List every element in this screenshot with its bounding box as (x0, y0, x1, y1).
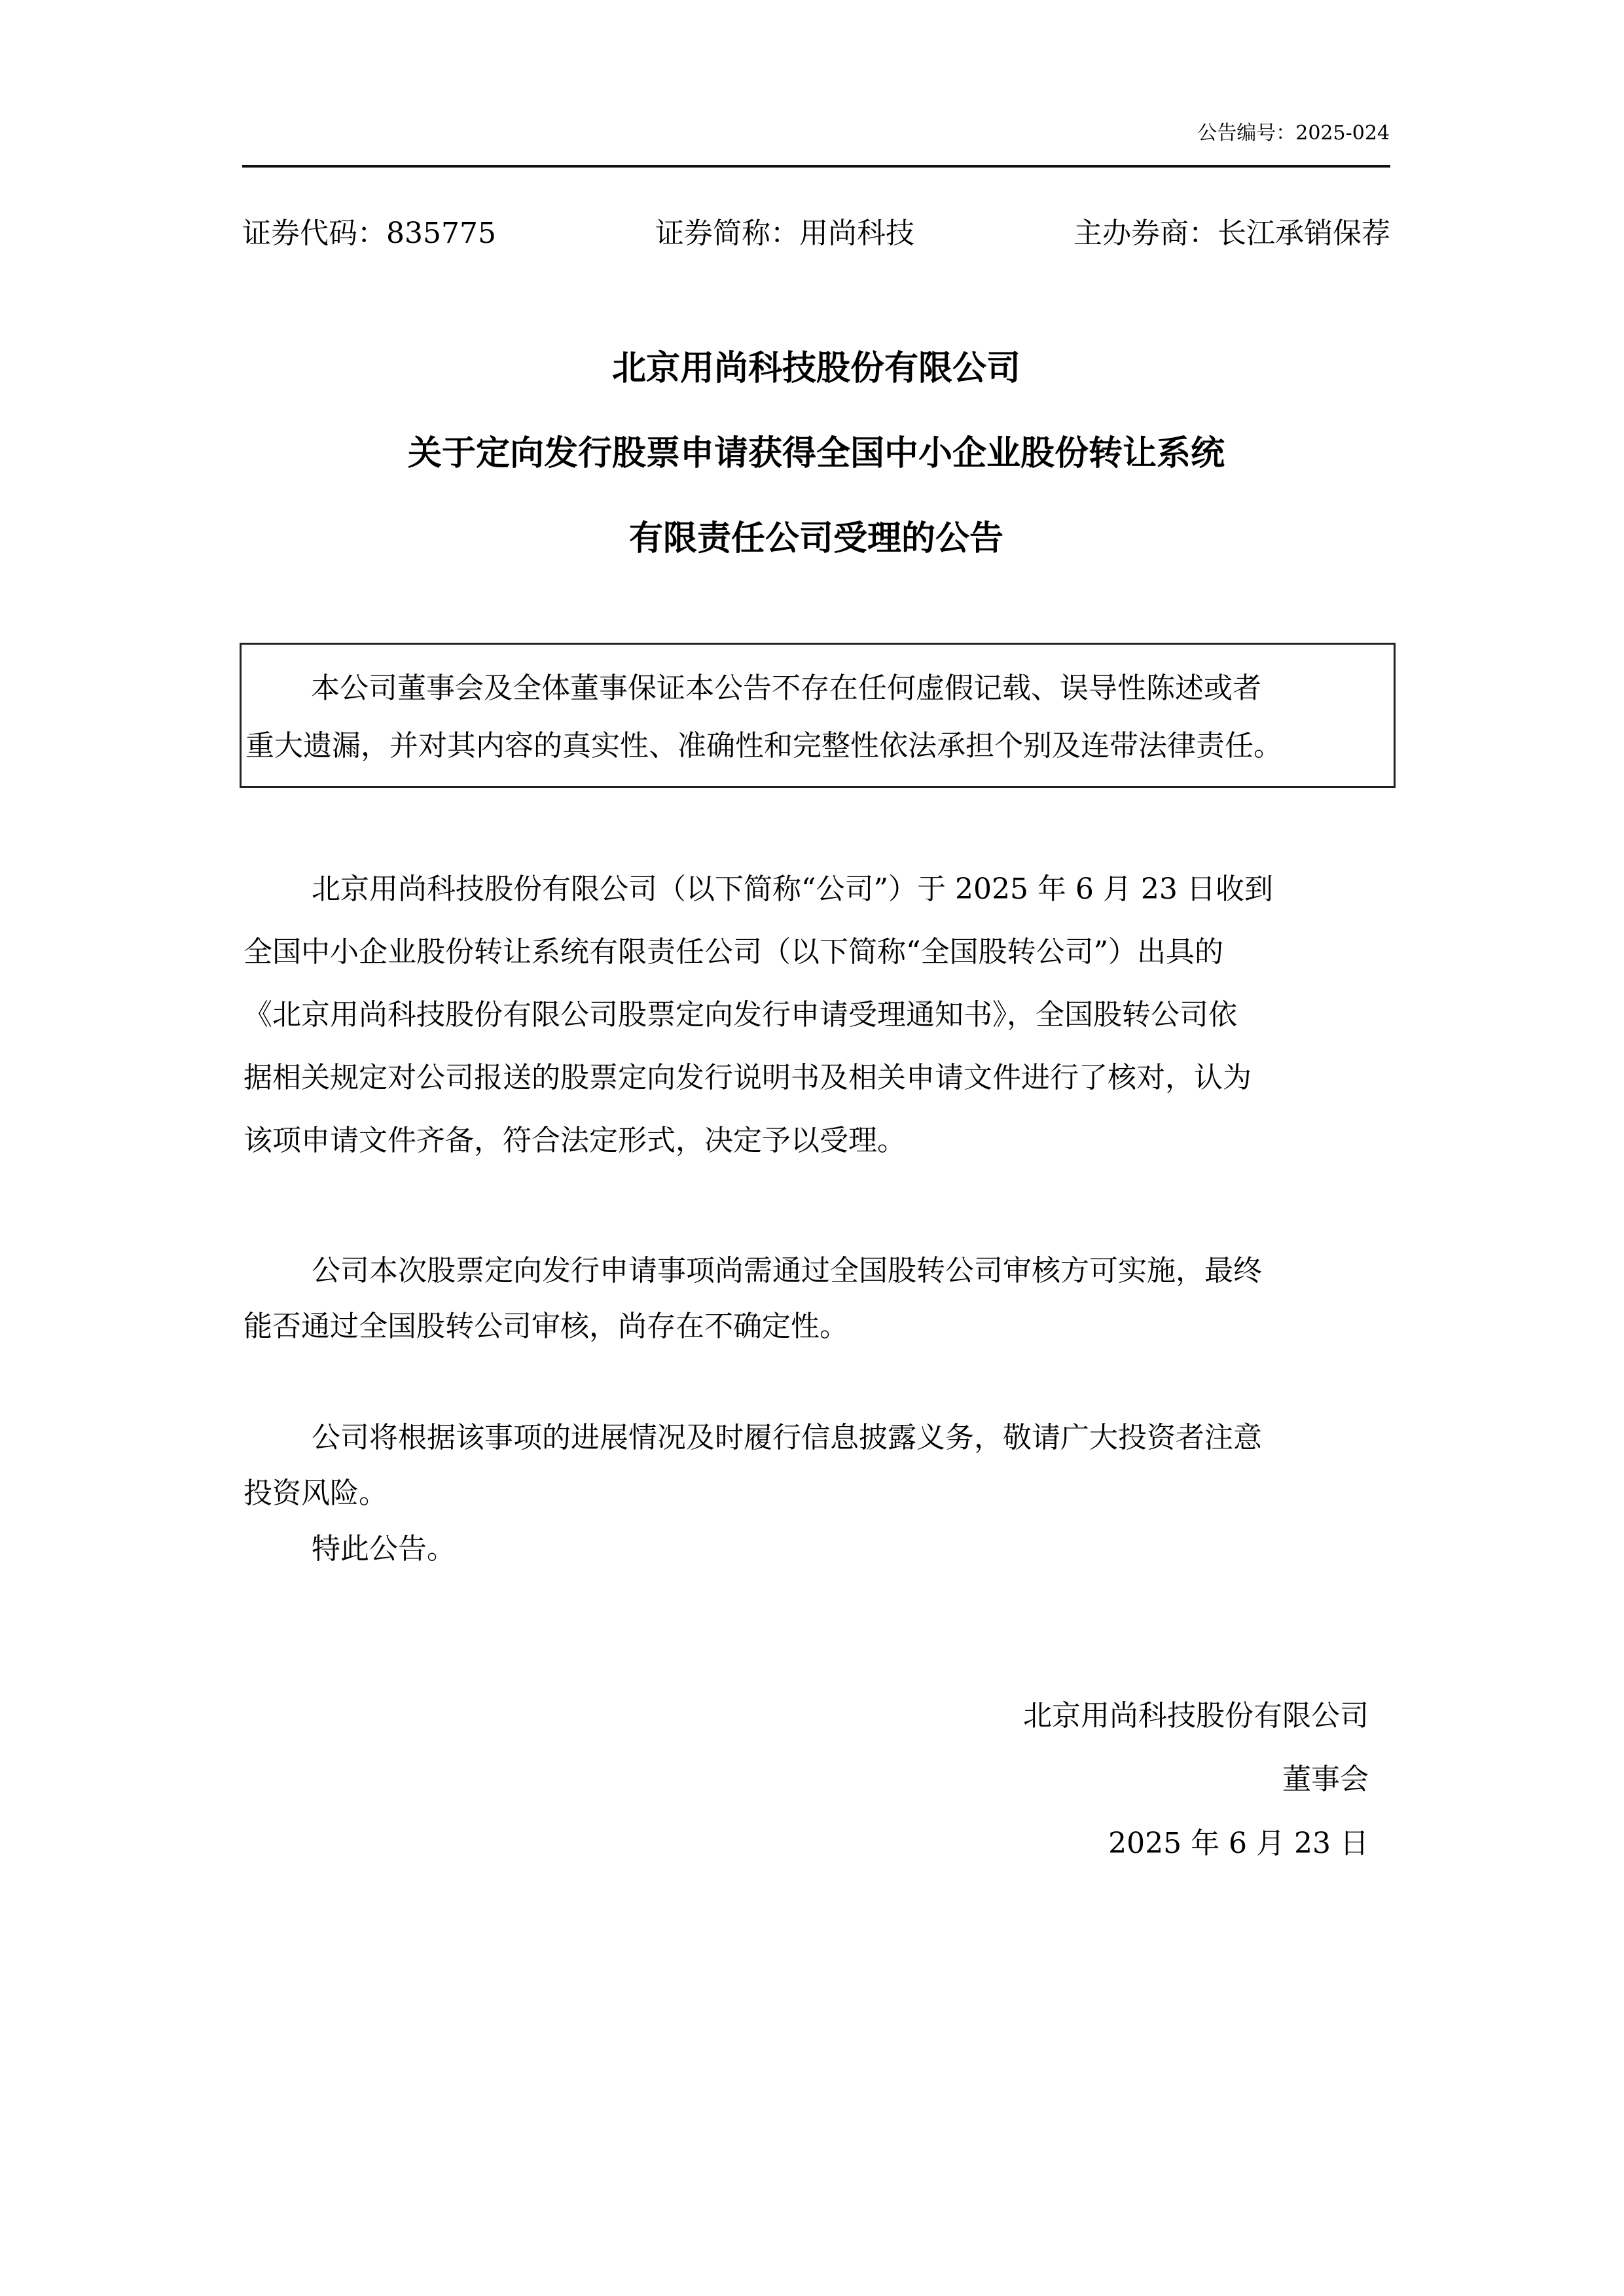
paragraph-3-line-1: 公司将根据该事项的进展情况及时履行信息披露义务，敬请广大投资者注意 (312, 1421, 1262, 1454)
disclaimer-line-2: 重大遗漏，并对其内容的真实性、准确性和完整性依法承担个别及连带法律责任。 (245, 729, 1282, 762)
disclaimer-box (240, 643, 1396, 788)
paragraph-1-line-1: 北京用尚科技股份有限公司（以下简称“公司”）于 2025 年 6 月 23 日收到 (312, 872, 1273, 906)
announcement-number: 公告编号：2025-024 (1197, 122, 1390, 145)
paragraph-2-line-1: 公司本次股票定向发行申请事项尚需通过全国股转公司审核方可实施，最终 (312, 1254, 1262, 1287)
sponsor-broker: 主办券商：长江承销保荐 (1074, 217, 1390, 250)
title-line-3: 有限责任公司受理的公告 (628, 518, 1003, 558)
paragraph-2-line-2: 能否通过全国股转公司审核，尚存在不确定性。 (244, 1310, 848, 1343)
header-divider (242, 165, 1390, 168)
paragraph-3-line-2: 投资风险。 (244, 1477, 388, 1510)
paragraph-1-line-2: 全国中小企业股份转让系统有限责任公司（以下简称“全国股转公司”）出具的 (244, 935, 1223, 969)
paragraph-1-line-5: 该项申请文件齐备，符合法定形式，决定予以受理。 (244, 1124, 906, 1157)
title-line-1: 北京用尚科技股份有限公司 (611, 348, 1020, 388)
closing-statement: 特此公告。 (312, 1532, 456, 1566)
signature-board: 董事会 (1282, 1763, 1369, 1796)
disclaimer-line-1: 本公司董事会及全体董事保证本公告不存在任何虚假记载、误导性陈述或者 (311, 672, 1261, 705)
title-line-2: 关于定向发行股票申请获得全国中小企业股份转让系统 (407, 433, 1225, 473)
signature-company: 北京用尚科技股份有限公司 (1023, 1699, 1369, 1732)
securities-short-name: 证券简称：用尚科技 (655, 217, 914, 250)
signature-date: 2025 年 6 月 23 日 (1108, 1827, 1369, 1860)
paragraph-1-line-4: 据相关规定对公司报送的股票定向发行说明书及相关申请文件进行了核对，认为 (244, 1061, 1252, 1094)
securities-info-row (242, 209, 1390, 249)
paragraph-1-line-3: 《北京用尚科技股份有限公司股票定向发行申请受理通知书》，全国股转公司依 (244, 998, 1237, 1031)
securities-code: 证券代码：835775 (242, 217, 496, 250)
